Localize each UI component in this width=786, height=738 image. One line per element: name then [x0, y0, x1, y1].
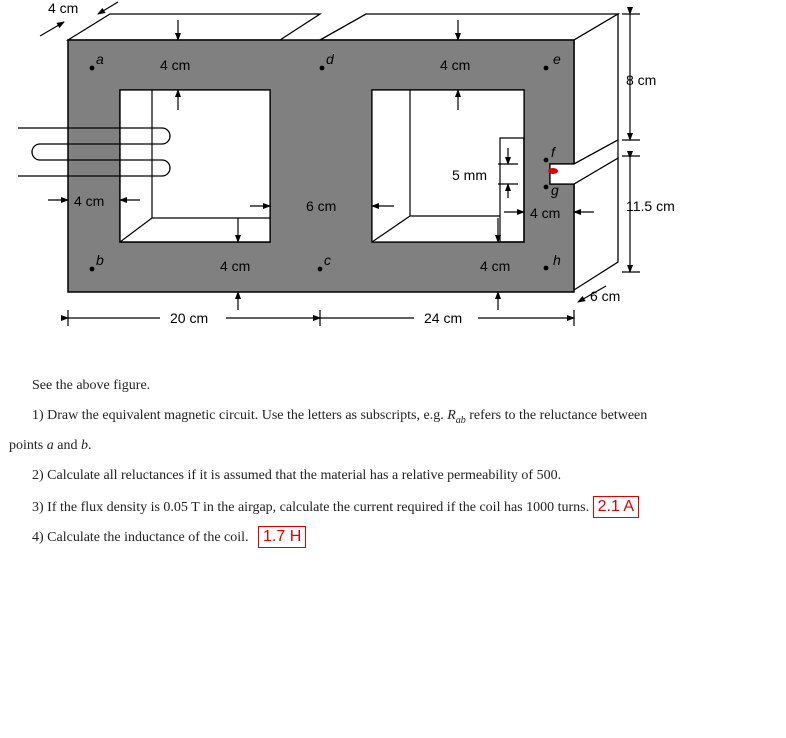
- dim-left-width: 20 cm: [170, 310, 209, 326]
- question-3-text: 3) If the flux density is 0.05 T in the airgap, calculate the current required if the coil has 1000 turns.: [32, 500, 590, 515]
- airgap-red-mark: [548, 168, 558, 174]
- point-c-label: c: [324, 252, 331, 268]
- dim-center-limb: 6 cm: [306, 198, 337, 214]
- point-f-dot: [544, 158, 549, 163]
- dim-right-width: 24 cm: [424, 310, 463, 326]
- dim-right-top: 4 cm: [440, 57, 471, 73]
- point-c-dot: [318, 267, 323, 272]
- point-g-label: g: [551, 182, 559, 198]
- reluctance-subscript: ab: [455, 414, 466, 426]
- question-1-text-b: refers to the reluctance between: [465, 408, 648, 423]
- point-d-dot: [320, 66, 325, 71]
- q1c-point-b: b: [80, 438, 88, 453]
- core-right-notch: [500, 138, 524, 242]
- dim-bottom-right: 4 cm: [480, 258, 511, 274]
- dim-gap: 5 mm: [452, 167, 487, 183]
- dim-upper-height: 8 cm: [626, 72, 657, 88]
- right-dimensions: [622, 14, 640, 272]
- dim-bottom-left: 4 cm: [220, 258, 251, 274]
- dim-lower-height: 11.5 cm: [626, 198, 675, 214]
- reluctance-symbol: R: [447, 408, 456, 423]
- q1c-end: .: [87, 438, 92, 453]
- question-4: [32, 526, 306, 548]
- magnetic-core-figure: [0, 0, 786, 340]
- point-a-dot: [90, 66, 95, 71]
- question-1-continued: [9, 438, 91, 454]
- q1c-pre: points: [9, 438, 47, 453]
- point-d-label: d: [326, 51, 334, 67]
- question-3: [32, 496, 639, 518]
- point-h-dot: [544, 266, 549, 271]
- answer-4-box: 1.7 H: [258, 526, 306, 548]
- point-e-dot: [544, 66, 549, 71]
- intro-line: See the above figure.: [32, 378, 151, 393]
- point-f-label: f: [551, 144, 555, 160]
- answer-3-box: 2.1 A: [593, 496, 639, 518]
- point-e-label: e: [553, 51, 561, 67]
- question-2: 2) Calculate all reluctances if it is assumed that the material has a relative permeability of 500.: [32, 468, 562, 483]
- point-b-dot: [90, 267, 95, 272]
- dim-left-limb: 4 cm: [74, 193, 105, 209]
- dim-depth: 6 cm: [590, 288, 621, 304]
- q1c-mid: and: [53, 438, 81, 453]
- question-4-text: 4) Calculate the inductance of the coil.: [32, 530, 249, 545]
- dim-right-limb: 4 cm: [530, 205, 561, 221]
- q1c-point-a: a: [46, 438, 54, 453]
- dim-top-thickness: 4 cm: [48, 0, 79, 16]
- point-b-label: b: [96, 252, 104, 268]
- point-g-dot: [544, 185, 549, 190]
- question-1: [32, 408, 647, 426]
- point-a-label: a: [96, 51, 104, 67]
- point-h-label: h: [553, 252, 561, 268]
- question-1-text-a: 1) Draw the equivalent magnetic circuit. Use the letters as subscripts, e.g.: [32, 408, 448, 423]
- dim-left-top: 4 cm: [160, 57, 191, 73]
